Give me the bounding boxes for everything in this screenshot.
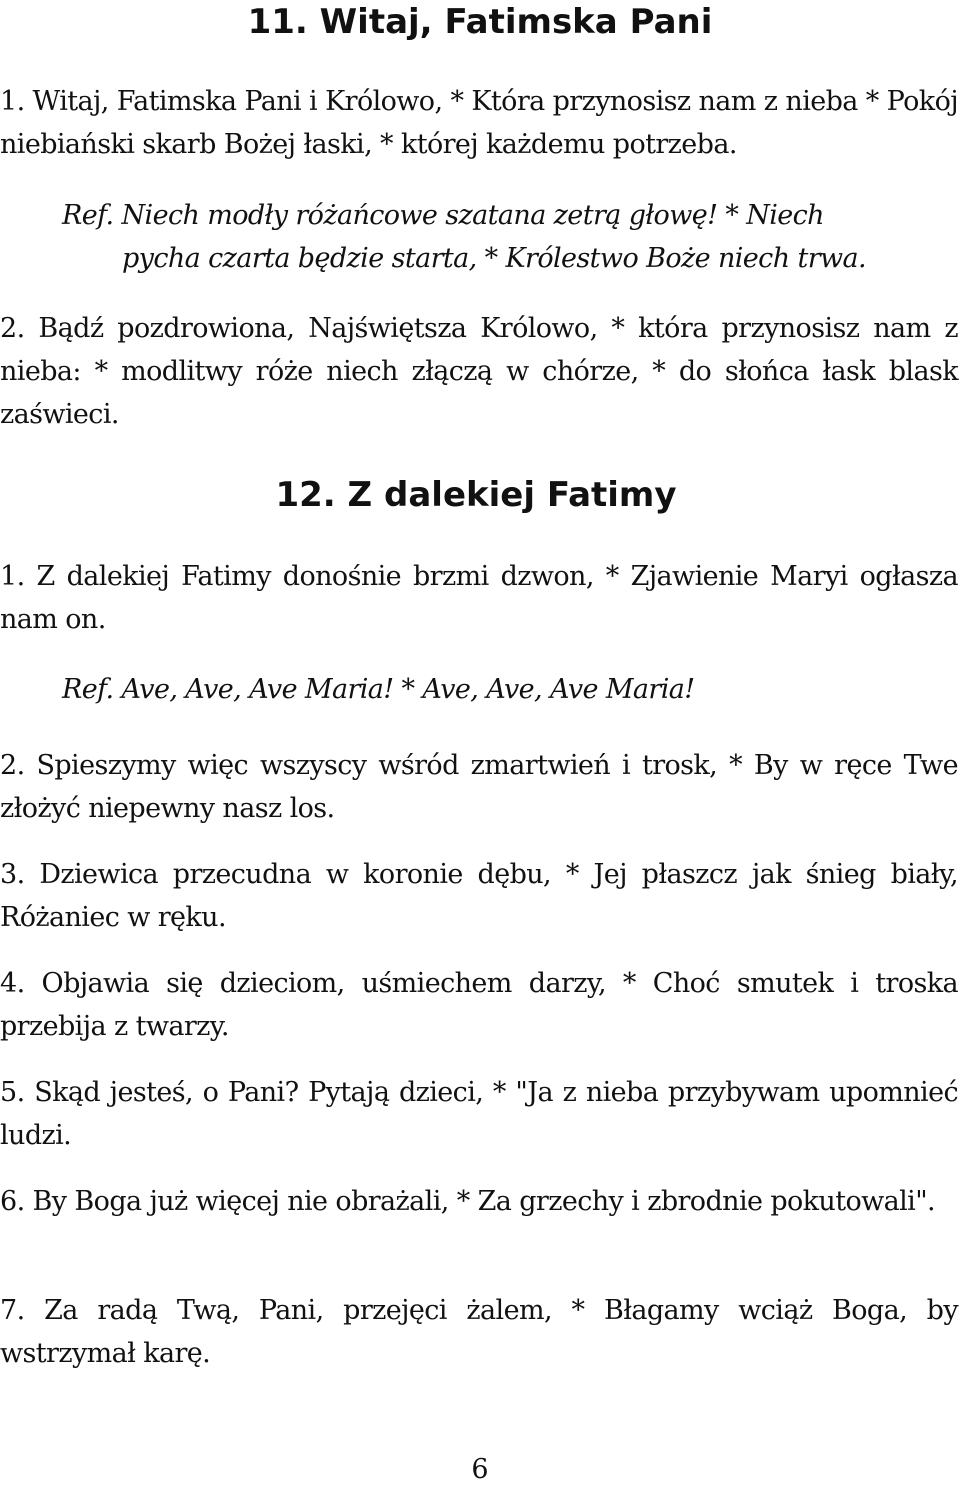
song-12-verse-4: 4. Objawia się dzieciom, uśmiechem darzy, * Choć smutek i troska przebija z twarzy. <box>0 968 958 1042</box>
song-11-refrain-line-2: pycha czarta będzie starta, * Królestwo Boże niech trwa. <box>122 243 867 274</box>
song-12-verse-3: 3. Dziewica przecudna w koronie dębu, * Jej płaszcz jak śnieg biały, Różaniec w ręku. <box>0 859 958 933</box>
song-11-refrain <box>62 194 958 280</box>
song-12-verse-2: 2. Spieszymy więc wszyscy wśród zmartwień i trosk, * By w ręce Twe złożyć niepewny nasz los. <box>0 750 958 824</box>
song-11-refrain-line-1: Ref. Niech modły różańcowe szatana zetrą głowę! * Niech <box>62 200 824 231</box>
song-12-refrain: Ref. Ave, Ave, Ave Maria! * Ave, Ave, Ave Maria! <box>62 674 695 705</box>
song-11-title: 11. Witaj, Fatimska Pani <box>247 2 713 42</box>
song-12-verse-6: 6. By Boga już więcej nie obrażali, * Za grzechy i zbrodnie pokutowali". <box>0 1186 936 1217</box>
song-12-verse-5: 5. Skąd jesteś, o Pani? Pytają dzieci, * "Ja z nieba przybywam upomnieć ludzi. <box>0 1077 958 1151</box>
song-12-verse-1: 1. Z dalekiej Fatimy donośnie brzmi dzwon, * Zjawienie Maryi ogłasza nam on. <box>0 561 958 635</box>
page-number: 6 <box>471 1454 489 1485</box>
song-12-verse-7: 7. Za radą Twą, Pani, przejęci żalem, * Błagamy wciąż Boga, by wstrzymał karę. <box>0 1295 958 1369</box>
song-12-title: 12. Z dalekiej Fatimy <box>275 475 677 515</box>
song-11-verse-1: 1. Witaj, Fatimska Pani i Królowo, * Która przynosisz nam z nieba * Pokój niebiański skarb Bożej łaski, * której każdemu potrzeba. <box>0 86 958 160</box>
song-11-verse-2: 2. Bądź pozdrowiona, Najświętsza Królowo, * która przynosisz nam z nieba: * modlitwy róże niech złączą w chórze, * do słońca łask blask zaświeci. <box>0 313 958 430</box>
